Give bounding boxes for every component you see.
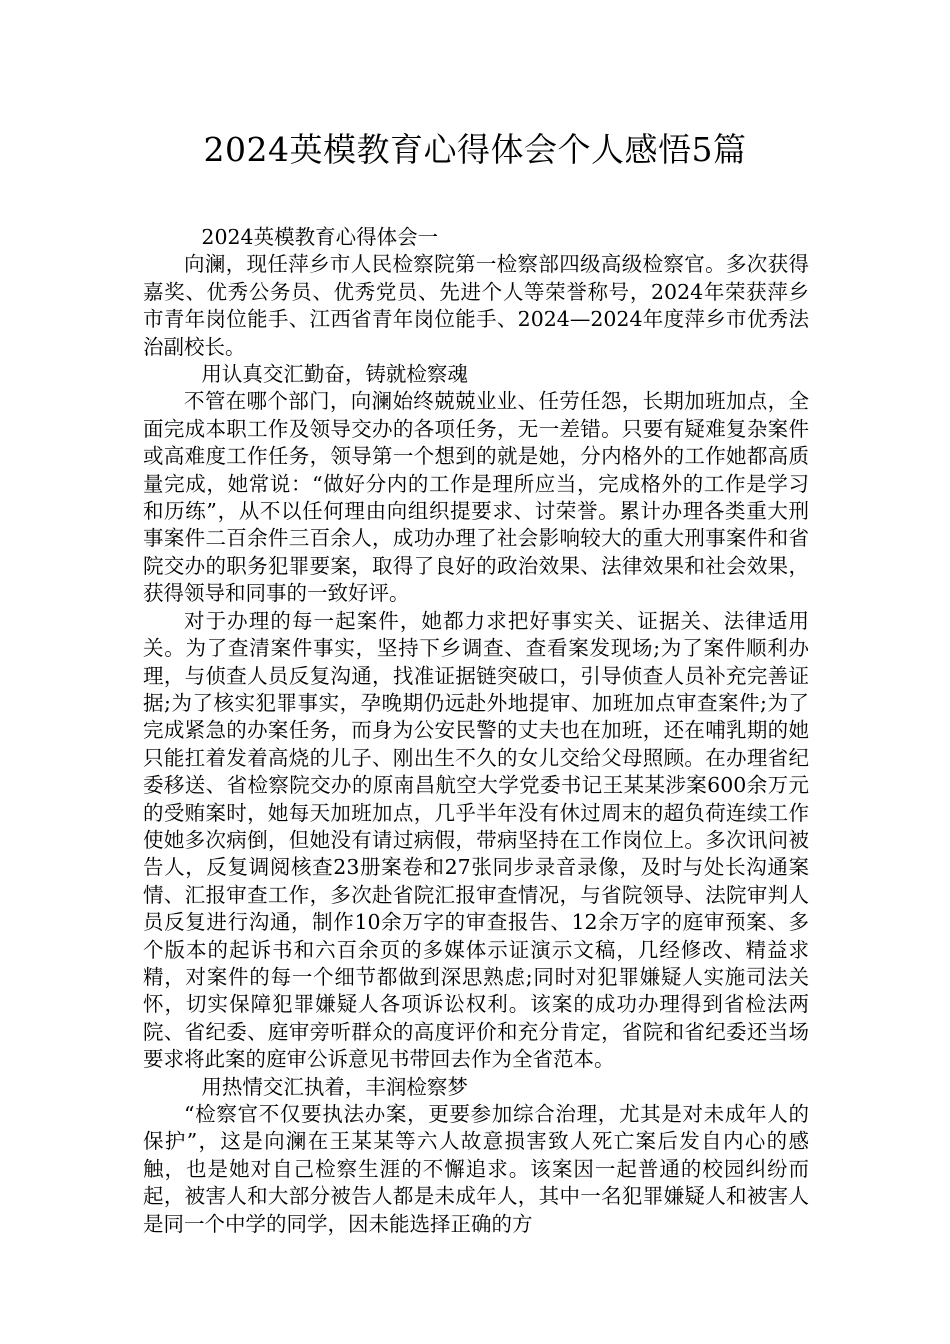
section-heading: 2024英模教育心得体会一 [201,225,439,249]
body-paragraph: “检察官不仅要执法办案，更要参加综合治理，尤其是对未成年人的保护”，这是向澜在王某某等六人故意损害致人死亡案后发自内心的感触，也是她对自己检察生涯的不懈追求。该案因一起普通的校园纠纷而起，被害人和大部分被告人都是未成年人，其中一名犯罪嫌疑人和被害人是同一个中学的同学，因未能选择正确的方 [143,1102,809,1236]
body-paragraph: 向澜，现任萍乡市人民检察院第一检察部四级高级检察官。多次获得嘉奖、优秀公务员、优秀党员、先进个人等荣誉称号，2024年荣获萍乡市青年岗位能手、江西省青年岗位能手、2024—2024年度萍乡市优秀法治副校长。 [143,252,809,359]
body-paragraph: 对于办理的每一起案件，她都力求把好事实关、证据关、法律适用关。为了查清案件事实，坚持下乡调查、查看案发现场;为了案件顺利办理，与侦查人员反复沟通，找准证据链突破口，引导侦查人员补充完善证据;为了核实犯罪事实，孕晚期仍远赴外地提审、加班加点审查案件;为了完成紧急的办案任务，而身为公安民警的丈夫也在加班，还在哺乳期的她只能扛着发着高烧的儿子、刚出生不久的女儿交给父母照顾。在办理省纪委移送、省检察院交办的原南昌航空大学党委书记王某某涉案600余万元的受贿案时，她每天加班加点，几乎半年没有休过周末的超负荷连续工作使她多次病倒，但她没有请过病假，带病坚持在工作岗位上。多次讯问被告人，反复调阅核查23册案卷和27张同步录音录像，及时与处长沟通案情、汇报审查工作，多次赴省院汇报审查情况，与省院领导、法院审判人员反复进行沟通，制作10余万字的审查报告、12余万字的庭审预案、多个版本的起诉书和六百余页的多媒体示证演示文稿，几经修改、精益求精，对案件的每一个细节都做到深思熟虑;同时对犯罪嫌疑人实施司法关怀，切实保障犯罪嫌疑人各项诉讼权利。该案的成功办理得到省检法两院、省纪委、庭审旁听群众的高度评价和充分肯定，省院和省纪委还当场要求将此案的庭审公诉意见书带回去作为全省范本。 [143,608,809,1072]
section-heading: 用认真交汇勤奋，铸就检察魂 [201,362,468,387]
section-heading: 用热情交汇执着，丰润检察梦 [201,1074,468,1099]
document-body [143,224,809,1238]
document-title: 2024英模教育心得体会个人感悟5篇 [203,130,747,169]
body-paragraph: 不管在哪个部门，向澜始终兢兢业业、任劳任怨，长期加班加点，全面完成本职工作及领导交办的各项任务，无一差错。只要有疑难复杂案件或高难度工作任务，领导第一个想到的就是她，分内格外的工作她都高质量完成，她常说：“做好分内的工作是理所应当，完成格外的工作是学习和历练”，从不以任何理由向组织提要求、讨荣誉。累计办理各类重大刑事案件二百余件三百余人，成功办理了社会影响较大的重大刑事案件和省院交办的职务犯罪要案，取得了良好的政治效果、法律效果和社会效果，获得领导和同事的一致好评。 [143,389,809,606]
